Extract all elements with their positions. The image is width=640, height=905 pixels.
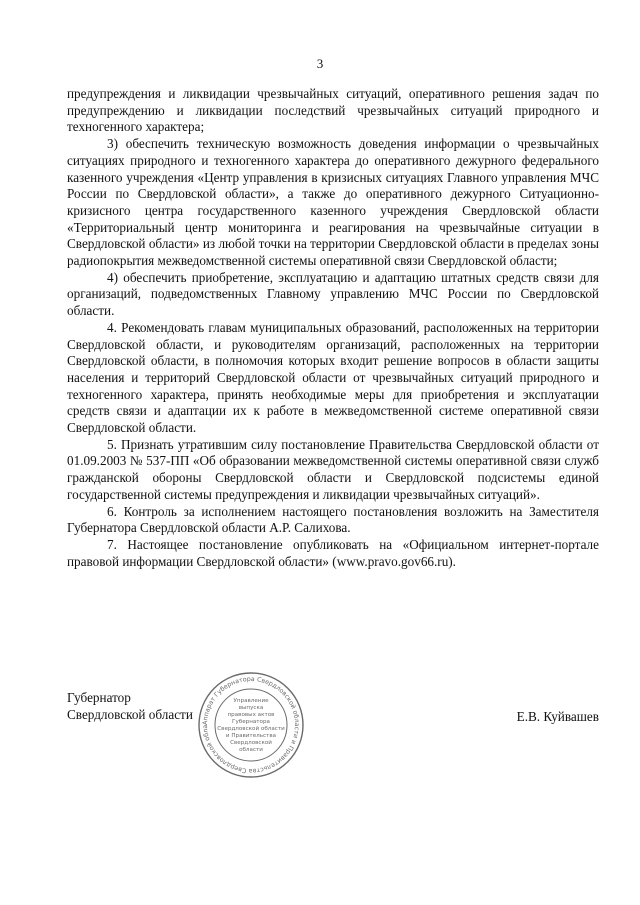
stamp-center-line: выпуска [238, 705, 264, 711]
paragraph-item-3: 3) обеспечить техническую возможность доведения информации о чрезвычайных ситуациях природного и техногенного характера до оперативного дежурного федерального казенного учреждения «Центр управления в кризисных ситуациях Главного управления МЧС России по Свердловской области», а также до оперативного дежурного Ситуационно-кризисного центра государственного казенного учреждения Свердловской области «Территориальный центр мониторинга и реагирования на чрезвычайные ситуации в Свердловской области» из любой точки на территории Свердловской области в пределах зоны радиопокрытия межведомственной системы оперативной связи Свердловской области; [67, 136, 599, 269]
document-body [67, 86, 599, 570]
stamp-ring-text: Аппарат Губернатора Свердловской области и Правительства Свердловской обла [201, 675, 301, 775]
paragraph-item-4-sub: 4) обеспечить приобретение, эксплуатацию и адаптацию штатных средств связи для организаций, подведомственных Главному управлению МЧС России по Свердловской области. [67, 269, 599, 319]
paragraph-clause-7: 7. Настоящее постановление опубликовать на «Официальном интернет-портале правовой информации Свердловской области» (www.pravo.gov66.ru). [67, 536, 599, 569]
paragraph-clause-6: 6. Контроль за исполнением настоящего постановления возложить на Заместителя Губернатора Свердловской области А.Р. Салихова. [67, 503, 599, 536]
official-stamp [196, 670, 306, 780]
signatory-name: Е.В. Куйвашев [516, 709, 599, 724]
stamp-center-line: Управление [233, 698, 269, 704]
paragraph-continuation: предупреждения и ликвидации чрезвычайных ситуаций, оперативного решения задач по предупреждению и ликвидации последствий чрезвычайных ситуаций природного и техногенного характера; [67, 86, 599, 135]
stamp-center-line: области [239, 747, 263, 753]
page-number: 3 [316, 56, 324, 71]
paragraph-clause-5: 5. Признать утратившим силу постановление Правительства Свердловской области от 01.09.2003 № 537-ПП «Об образовании межведомственной системы оперативной связи служб гражданской обороны Свердловской области и Свердловской подсистемы единой государственной системы предупреждения и ликвидации чрезвычайных ситуаций». [67, 436, 599, 502]
stamp-center-line: Губернатора [232, 719, 270, 725]
stamp-center-line: и Правительства [225, 733, 277, 739]
stamp-center-line: Свердловской [230, 740, 272, 746]
stamp-center-line: Свердловской области [217, 726, 285, 732]
stamp-center-line: правовых актов [227, 712, 275, 718]
signatory-title-line1: Губернатор [67, 690, 131, 705]
paragraph-clause-4: 4. Рекомендовать главам муниципальных образований, расположенных на территории Свердловской области, и руководителям организаций, расположенных на территории Свердловской области, в полномочия которых входит решение вопросов в области защиты населения и территорий Свердловской области от чрезвычайных ситуаций природного и техногенного характера, принять необходимые меры для приобретения и эксплуатации средств связи и адаптации их к работе в межведомственной системе оперативной связи Свердловской области. [67, 319, 599, 436]
signatory-title-line2: Свердловской области [67, 707, 193, 722]
